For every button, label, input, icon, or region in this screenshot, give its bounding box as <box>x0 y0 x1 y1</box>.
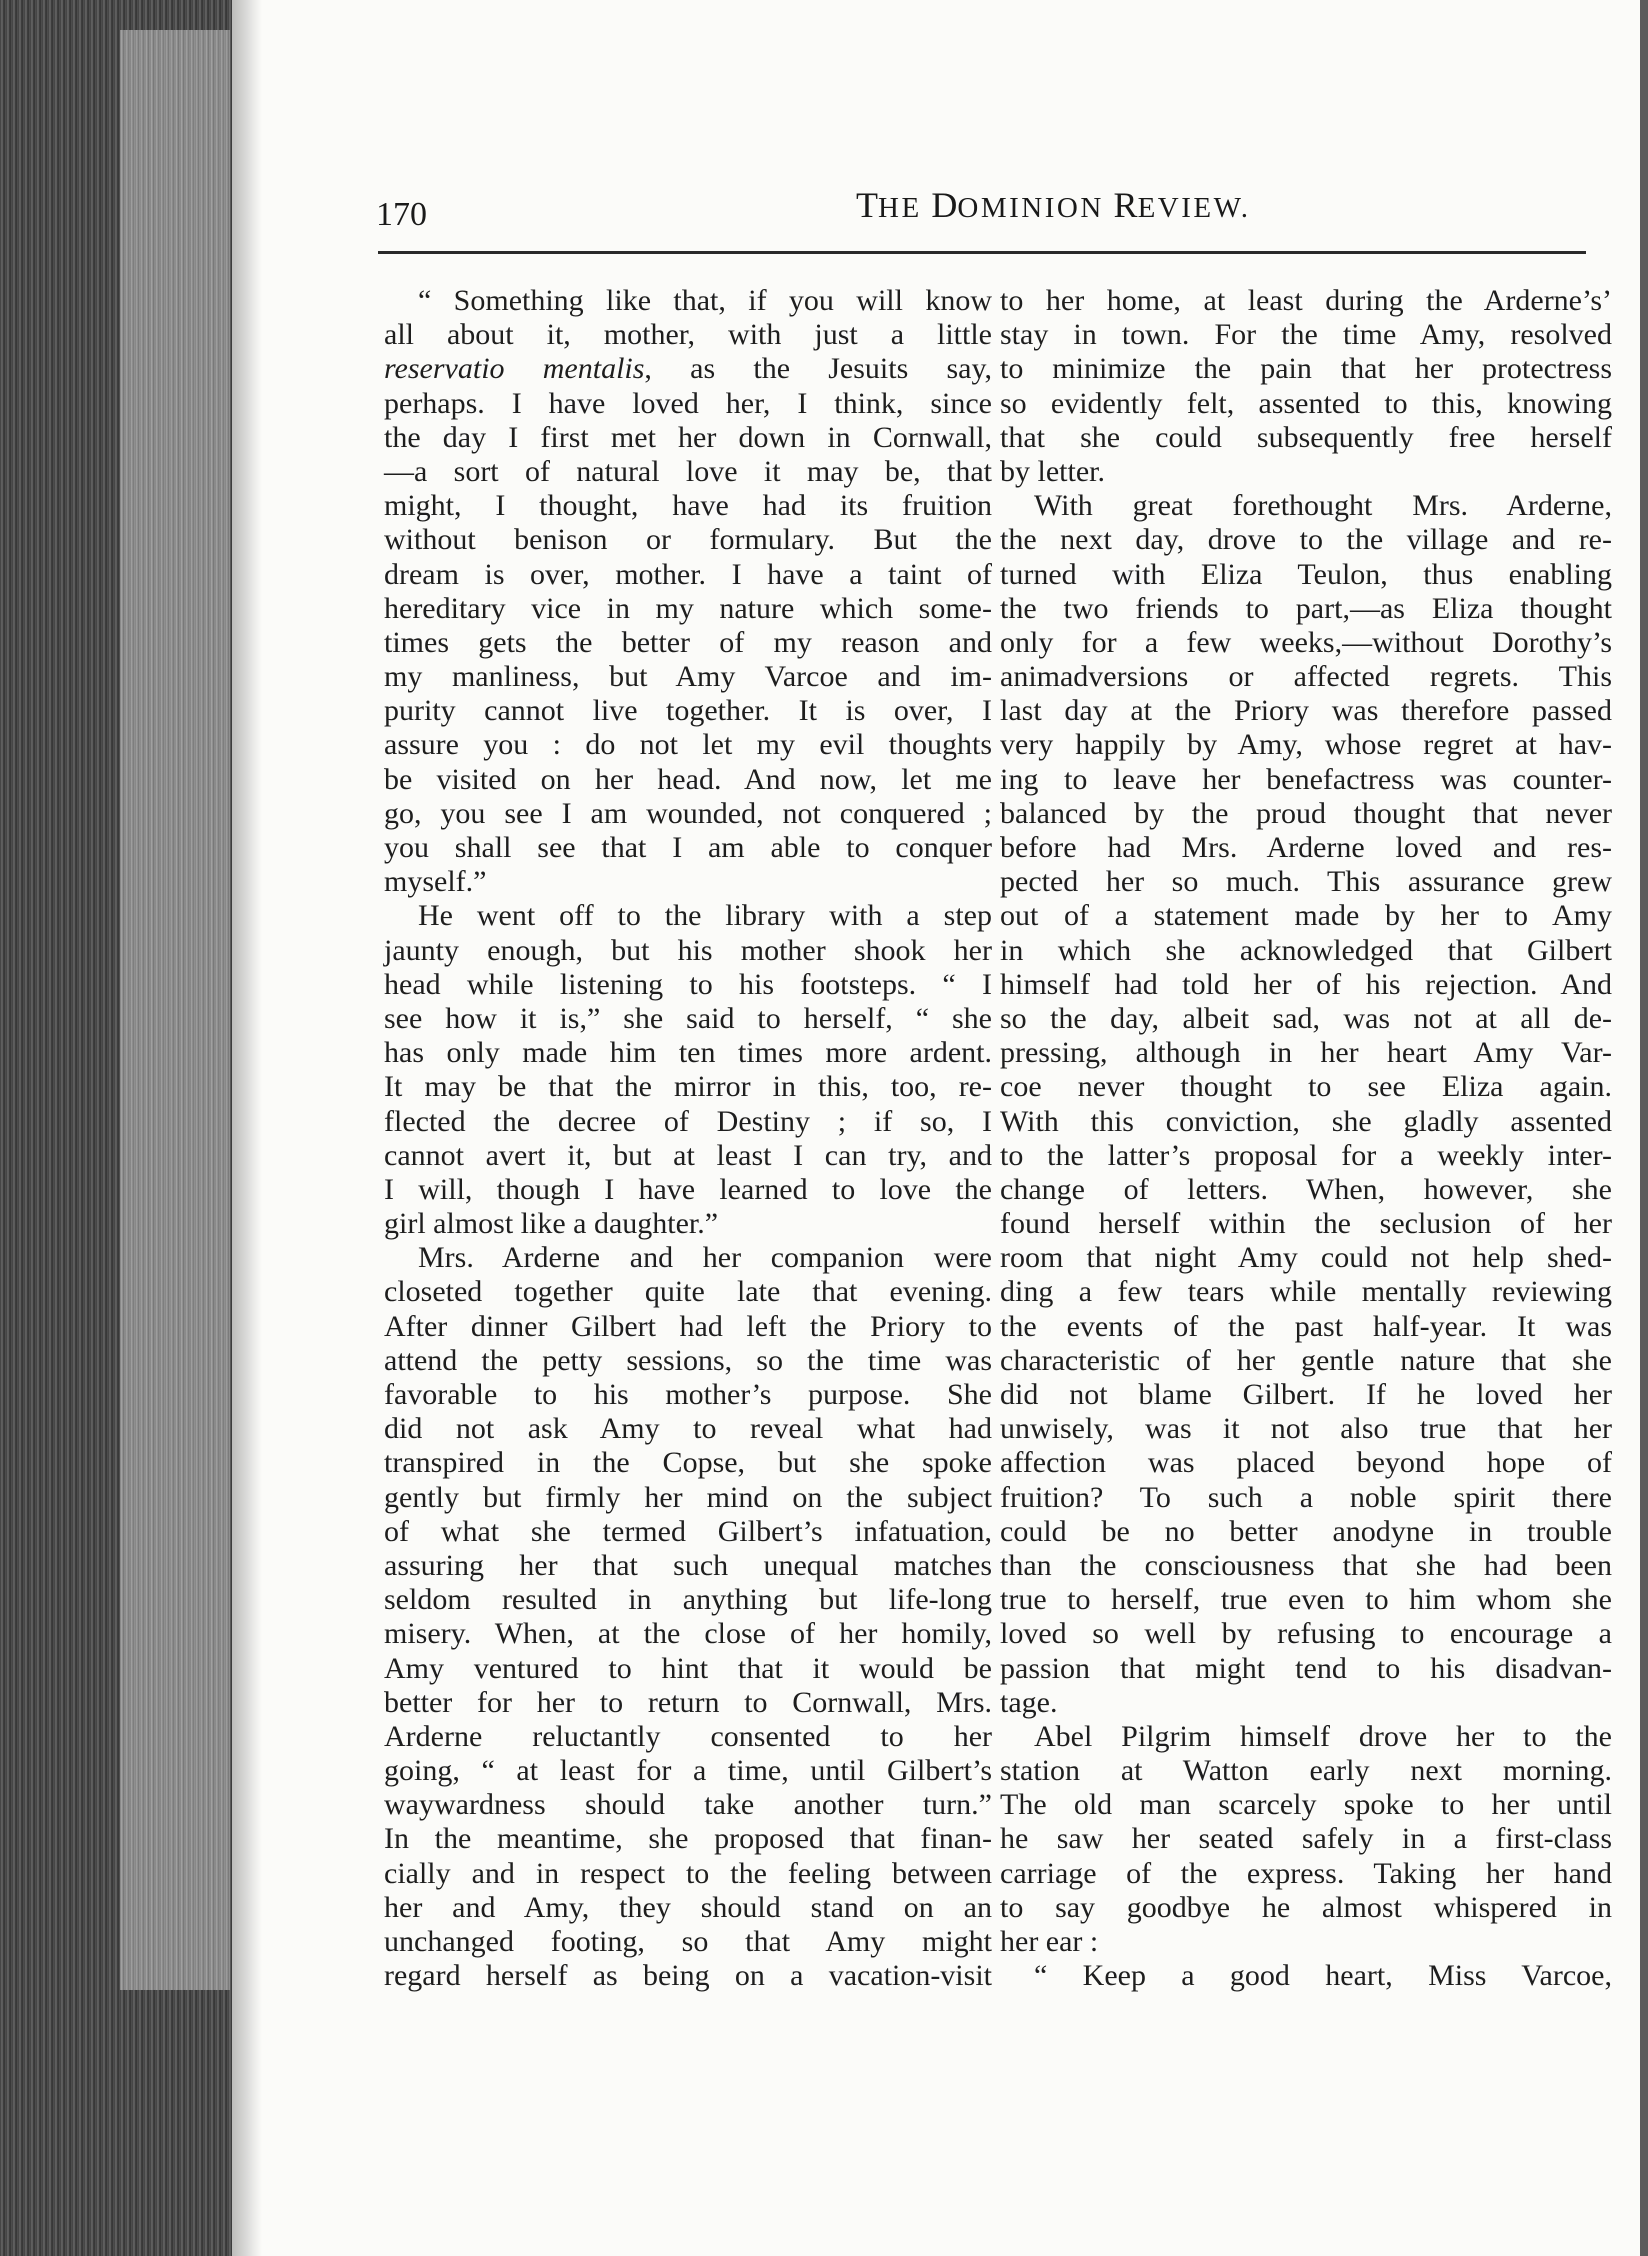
text-line: affection was placed beyond hope of <box>1000 1446 1612 1480</box>
text-line: be visited on her head. And now, let me <box>384 762 992 796</box>
title-rest: HE <box>878 192 932 224</box>
page-number: 170 <box>376 196 427 233</box>
text-line: Abel Pilgrim himself drove her to the <box>1034 1719 1612 1753</box>
text-line: unchanged footing, so that Amy might <box>384 1925 992 1958</box>
text-line: purity cannot live together. It is over, I <box>384 694 992 728</box>
text-line: With great forethought Mrs. Arderne, <box>1034 489 1612 523</box>
text-line: better for her to return to Cornwall, Mrs. <box>384 1685 992 1719</box>
text-line: cannot avert it, but at least I can try, and <box>384 1138 992 1172</box>
text-line: the next day, drove to the village and re- <box>1000 523 1612 557</box>
text-line: found herself within the seclusion of her <box>1000 1207 1612 1241</box>
text-line: the two friends to part,—as Eliza thought <box>1000 591 1612 625</box>
text-line: transpired in the Copse, but she spoke <box>384 1446 992 1480</box>
title-rest: OMINION <box>957 192 1114 224</box>
text-line: It may be that the mirror in this, too, re- <box>384 1070 992 1104</box>
text-line: ing to leave her benefactress was counter- <box>1000 762 1612 796</box>
text-line: could be no better anodyne in trouble <box>1000 1514 1612 1548</box>
text-line: perhaps. I have loved her, I think, since <box>384 386 992 420</box>
text-line: characteristic of her gentle nature that she <box>1000 1343 1612 1377</box>
text-line: fruition? To such a noble spirit there <box>1000 1480 1612 1514</box>
text-line: her and Amy, they should stand on an <box>384 1890 992 1924</box>
text-line: last day at the Priory was therefore passed <box>1000 694 1612 728</box>
text-line: so the day, albeit sad, was not at all de- <box>1000 1001 1612 1035</box>
text-line: Amy ventured to hint that it would be <box>384 1651 992 1685</box>
text-line: seldom resulted in anything but life-long <box>384 1583 992 1617</box>
text-line: change of letters. When, however, she <box>1000 1172 1612 1206</box>
text-line: my manliness, but Amy Varcoe and im- <box>384 660 992 694</box>
text-line: turned with Eliza Teulon, thus enabling <box>1000 557 1612 591</box>
text-line: hereditary vice in my nature which some- <box>384 591 992 625</box>
text-line: pressing, although in her heart Amy Var- <box>1000 1036 1612 1070</box>
text-line: cially and in respect to the feeling between <box>384 1856 992 1890</box>
text-line: pected her so much. This assurance grew <box>1000 865 1612 899</box>
text-line: in which she acknowledged that Gilbert <box>1000 933 1612 967</box>
text-line: The old man scarcely spoke to her until <box>1000 1788 1612 1822</box>
text-line: her ear : <box>1000 1925 1099 1958</box>
text-line: flected the decree of Destiny ; if so, I <box>384 1104 992 1138</box>
text-line: coe never thought to see Eliza again. <box>1000 1070 1612 1104</box>
text-line: go, you see I am wounded, not conquered ; <box>384 796 992 830</box>
running-title <box>856 184 1251 226</box>
text-line: unwisely, was it not also true that her <box>1000 1412 1612 1446</box>
text-line: jaunty enough, but his mother shook her <box>384 933 992 967</box>
text-line: dream is over, mother. I have a taint of <box>384 557 992 591</box>
text-line: times gets the better of my reason and <box>384 625 992 659</box>
text-line: of what she termed Gilbert’s infatuation, <box>384 1514 992 1548</box>
text-line: did not ask Amy to reveal what had <box>384 1412 992 1446</box>
left-column <box>384 284 992 1993</box>
text-line: did not blame Gilbert. If he loved her <box>1000 1378 1612 1411</box>
text-line: I will, though I have learned to love the <box>384 1172 992 1206</box>
text-line: passion that might tend to his disadvan- <box>1000 1651 1612 1685</box>
text-line: “ Something like that, if you will know <box>418 284 992 317</box>
text-line: He went off to the library with a step <box>418 899 992 933</box>
page-edges <box>120 30 230 1990</box>
text-line: room that night Amy could not help shed- <box>1000 1241 1612 1275</box>
text-line: by letter. <box>1000 454 1105 488</box>
text-line: “ Keep a good heart, Miss Varcoe, <box>1034 1959 1612 1993</box>
text-line: girl almost like a daughter.” <box>384 1207 719 1241</box>
text-line: carriage of the express. Taking her hand <box>1000 1856 1612 1890</box>
text-line: loved so well by refusing to encourage a <box>1000 1617 1612 1651</box>
text-line: After dinner Gilbert had left the Priory to <box>384 1309 992 1343</box>
right-margin-edge <box>1640 0 1648 2256</box>
text-line: assuring her that such unequal matches <box>384 1548 992 1582</box>
title-rest: EVIEW. <box>1137 192 1251 224</box>
text-line: Arderne reluctantly consented to her <box>384 1719 992 1753</box>
text-line: before had Mrs. Arderne loved and res- <box>1000 831 1612 864</box>
title-cap: R <box>1113 185 1138 225</box>
text-line: himself had told her of his rejection. And <box>1000 967 1612 1001</box>
text-line: that she could subsequently free herself <box>1000 420 1612 454</box>
text-line: myself.” <box>384 865 487 899</box>
text-line: —a sort of natural love it may be, that <box>384 454 992 488</box>
text-line: With this conviction, she gladly assented <box>1000 1104 1612 1138</box>
text-line: you shall see that I am able to conquer <box>384 831 992 864</box>
text-line: all about it, mother, with just a little <box>384 318 992 352</box>
text-line: assure you : do not let my evil thoughts <box>384 728 992 762</box>
text-line: see how it is,” she said to herself, “ she <box>384 1001 992 1035</box>
text-line: the day I first met her down in Cornwall, <box>384 420 992 454</box>
page-gutter-shadow <box>232 0 262 2256</box>
text-line: the events of the past half-year. It was <box>1000 1309 1612 1343</box>
text-line: Mrs. Arderne and her companion were <box>418 1241 992 1275</box>
text-line: head while listening to his footsteps. “ I <box>384 967 992 1001</box>
title-cap: T <box>856 185 878 225</box>
text-line: has only made him ten times more ardent. <box>384 1036 992 1070</box>
text-line: misery. When, at the close of her homily, <box>384 1617 992 1651</box>
text-line: out of a statement made by her to Amy <box>1000 899 1612 933</box>
text-line: to the latter’s proposal for a weekly inter- <box>1000 1138 1612 1172</box>
header-rule <box>378 251 1586 254</box>
text-line: In the meantime, she proposed that finan- <box>384 1822 992 1856</box>
text-line: station at Watton early next morning. <box>1000 1754 1612 1788</box>
text-line: to minimize the pain that her protectress <box>1000 352 1612 386</box>
text-line: without benison or formulary. But the <box>384 523 992 557</box>
text-line: stay in town. For the time Amy, resolved <box>1000 318 1612 352</box>
text-line: to say goodbye he almost whispered in <box>1000 1890 1612 1924</box>
text-line: to her home, at least during the Arderne’s’ <box>1000 284 1612 317</box>
text-line: only for a few weeks,—without Dorothy’s <box>1000 625 1612 659</box>
text-line: so evidently felt, assented to this, knowing <box>1000 386 1612 420</box>
text-line: animadversions or affected regrets. This <box>1000 660 1612 694</box>
text-line: tage. <box>1000 1685 1058 1719</box>
text-line: favorable to his mother’s purpose. She <box>384 1378 992 1411</box>
text-line: closeted together quite late that evening. <box>384 1275 992 1309</box>
text-line: attend the petty sessions, so the time was <box>384 1343 992 1377</box>
text-line: than the consciousness that she had been <box>1000 1548 1612 1582</box>
text-line: might, I thought, have had its fruition <box>384 489 992 523</box>
text-line: true to herself, true even to him whom she <box>1000 1583 1612 1617</box>
text-line: waywardness should take another turn.” <box>384 1788 992 1822</box>
text-line: very happily by Amy, whose regret at hav- <box>1000 728 1612 762</box>
title-cap: D <box>931 185 958 225</box>
text-line: ding a few tears while mentally reviewing <box>1000 1275 1612 1309</box>
text-line: going, “ at least for a time, until Gilbert’s <box>384 1754 992 1788</box>
text-line: reservatio mentalis, as the Jesuits say, <box>384 352 993 386</box>
text-line: he saw her seated safely in a first-class <box>1000 1822 1612 1856</box>
text-line: regard herself as being on a vacation-visit <box>384 1959 992 1993</box>
right-column <box>1000 284 1612 1993</box>
text-line: balanced by the proud thought that never <box>1000 796 1612 830</box>
text-line: gently but firmly her mind on the subject <box>384 1480 992 1514</box>
